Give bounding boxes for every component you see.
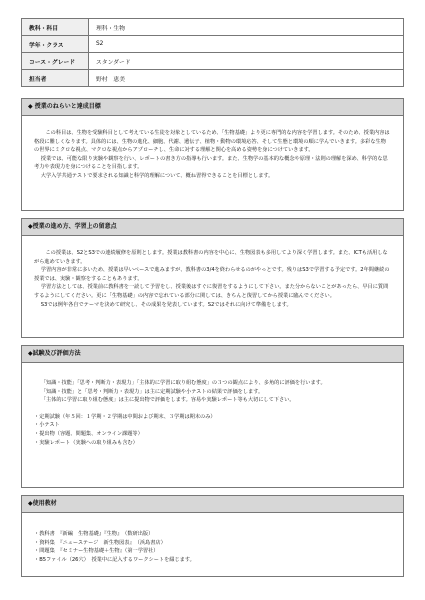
info-value: S2 (89, 36, 404, 53)
list-item: ・定期試験（年５回：１学期・２学期は中間および期末、３学期は期末のみ） (34, 413, 216, 420)
course-info-table (21, 18, 404, 87)
paragraph: S3では例年各自でテーマを決めて研究し、その成果を発表しています。S2ではそれに向けて準備をします。 (40, 301, 292, 308)
section-body (22, 363, 403, 447)
syllabus-page (21, 18, 404, 563)
section-body (22, 116, 403, 181)
info-label: 担当者 (22, 70, 89, 87)
info-row-subject (22, 19, 404, 36)
section-goals (21, 98, 404, 211)
info-value: 野村 恵美 (89, 70, 404, 87)
info-row-teacher (22, 70, 404, 87)
list-item: ・教科書 『新編 生物基礎』『生物』 （数研出版） (34, 531, 154, 537)
info-label: 教科・科目 (22, 19, 89, 36)
paragraph: 「知識・技能」「思考・判断力・表現力」「主体的に学習に取り組む態度」の３つの観点により、多角的に評価を行います。 (40, 380, 326, 386)
section-body (22, 513, 403, 564)
section-body (22, 236, 403, 309)
list-item: ・問題集 『セミナー生物基礎＋生物』（第一学習社） (34, 548, 159, 555)
info-row-class (22, 36, 404, 53)
info-label: 学年・クラス (22, 36, 89, 53)
paragraph: 授業では、可能な限り実験や観察を行い、レポートの書き方の指導も行います。また、生物学の基本的な概念や原理・法則の理解を深め、科学的な思考力や表現力を身につけることを目指します。 (34, 155, 388, 171)
section-method (21, 218, 404, 338)
paragraph: 学習内容が非常に多いため、授業は早いペースで進みますが、教科書の3/4を終わらせるのがやっとです。残りはS3で学習する予定です。2年間継続の授業では、実験・観察をすることもあります。 (34, 267, 390, 282)
info-value: 理科・生物 (89, 19, 404, 36)
paragraph: 「知識・技能」と「思考・判断力・表現力」は主に定期試験や小テストの結果で評価をします。 (40, 388, 264, 395)
list-item: ・実験レポート（実験への取り組みも含む） (34, 439, 138, 446)
paragraph: 学習方法としては、授業前に教科書を一読して予習をし、授業後はすぐに復習をするようにして下さい。また分からないことがあったら、早目に質問するようにしてください。更に「生物基礎」の内容で忘れている部分に関しては、きちんと復習してから授業に臨んでください。 (34, 284, 389, 299)
spacer (34, 405, 391, 413)
section-evaluation (21, 345, 404, 488)
section-heading: ◆ 授業のねらいと達成目標 (22, 99, 403, 116)
info-row-course (22, 53, 404, 70)
info-value: スタンダード (89, 53, 404, 70)
paragraph: 「主体的に学習に取り組む態度」は主に提出物で評価をします。容易や実験レポート等も大切にして下さい。 (40, 397, 295, 404)
list-item: ・B5ファイル（26穴） 授業中に記入するワークシートを綴じます。 (34, 556, 195, 563)
list-item: ・小テスト (34, 422, 60, 429)
section-heading: ◆試験及び評価方法 (22, 346, 403, 363)
section-heading: ◆使用教材 (22, 496, 403, 513)
list-item: ・資料集 『ニューステージ 新生物図表』 （浜島書店） (34, 539, 166, 546)
paragraph: この授業は、S2とS3での連続履修を原則とします。授業は教科書の内容を中心に、生物図表も多用してより深く学習します。また、ICTも活用しながら進めていきます。 (34, 250, 388, 265)
section-heading: ◆授業の進め方、学習上の留意点 (22, 219, 403, 236)
list-item: ・提出物（容題、問題集、オンライン課題等） (34, 430, 143, 437)
paragraph: 大学入学共通テストで要求される知識と科学的理解について、概ね習得できることを目標とします。 (40, 172, 274, 179)
section-materials (21, 495, 404, 577)
info-label: コース・グレード (22, 53, 89, 70)
paragraph: この科目は、生物を受験科目として考えている生徒を対象としているため、「生物基礎」より更に専門的な内容を学習します。そのため、授業内容は格段に難しくなります。具体的には、生物の進化、細胞、代謝、遺伝子、植物・動物の環境応答、そして生態と環境の順に学んでいきます。多彩な生物の世界にミクロな視点、マクロな視点からアプローチし、生命に対する理解と関心を高める姿勢を身につけていきます。 (34, 130, 390, 154)
